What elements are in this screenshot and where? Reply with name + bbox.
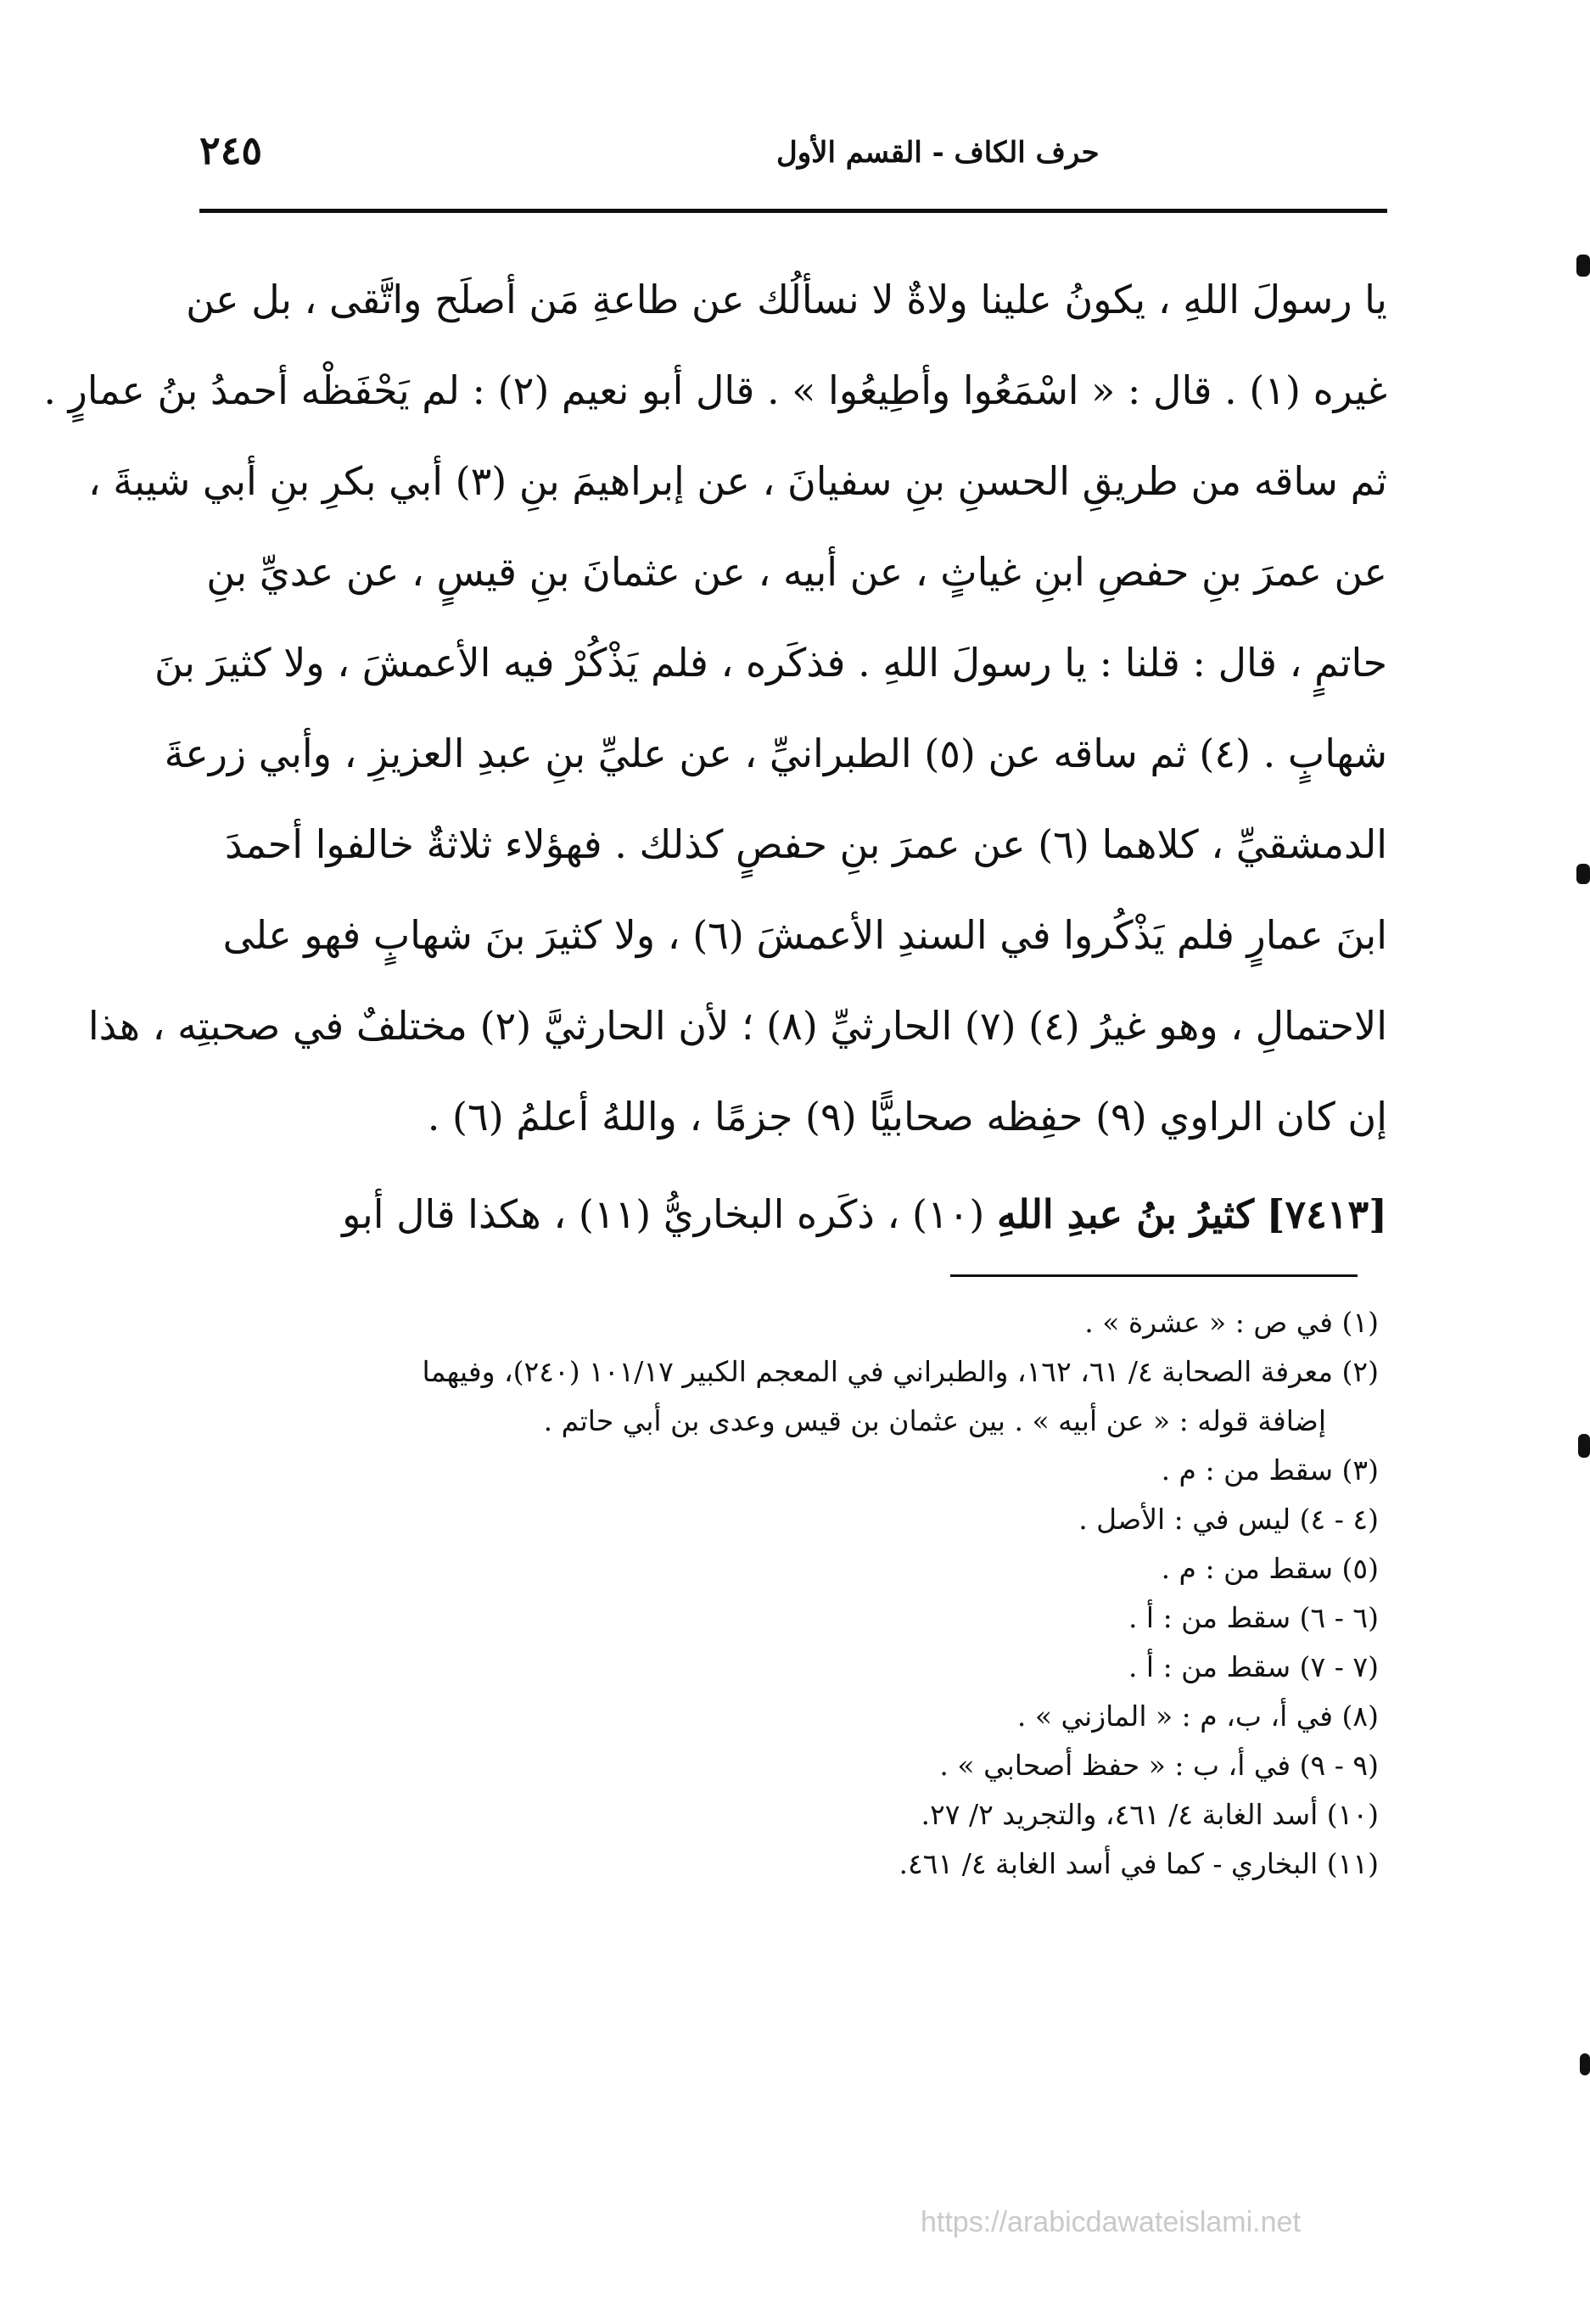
entry-number: [٧٤١٣] — [1266, 1191, 1387, 1237]
footnote: (٨) في أ، ب، م : « المازني » . — [1016, 1700, 1379, 1733]
footnotes — [199, 1298, 1379, 1889]
entry-heading — [199, 1169, 1387, 1260]
text-line: ثم ساقه من طريقِ الحسنِ بنِ سفيانَ ، عن إبراهيمَ بنِ (٣) أبي بكرِ بنِ أبي شيبةَ ، — [87, 458, 1387, 504]
footnote: (٤ - ٤) ليس في : الأصل . — [1078, 1503, 1379, 1536]
running-header — [199, 127, 1387, 195]
scan-edge-mark — [1576, 864, 1590, 884]
scan-edge-mark — [1576, 255, 1590, 277]
footnote: (١٠) أسد الغابة ٤/ ٤٦١، والتجريد ٢/ ٢٧. — [921, 1798, 1379, 1831]
main-text — [43, 255, 1387, 1260]
footnote: (١١) البخاري - كما في أسد الغابة ٤/ ٤٦١. — [899, 1847, 1379, 1880]
text-line: الدمشقيِّ ، كلاهما (٦) عن عمرَ بنِ حفصٍ كذلك . فهؤلاء ثلاثةٌ خالفوا أحمدَ — [225, 821, 1387, 867]
entry-text: (١٠) ، ذكَره البخاريُّ (١١) ، هكذا قال أبو — [342, 1191, 985, 1237]
footnote: (٢) معرفة الصحابة ٤/ ٦١، ١٦٢، والطبراني في المعجم الكبير ١٠١/١٧ (٢٤٠)، وفيهما — [422, 1355, 1379, 1388]
text-line: عن عمرَ بنِ حفصِ ابنِ غياثٍ ، عن أبيه ، عن عثمانَ بنِ قيسٍ ، عن عديِّ بنِ — [206, 549, 1387, 595]
text-line: إن كان الراوي (٩) حفِظه صحابيًّا (٩) جزمًا ، واللهُ أعلمُ (٦) . — [427, 1094, 1387, 1140]
footnote-continuation: إضافة قوله : « عن أبيه » . بين عثمان بن قيس وعدى بن أبي حاتم . — [543, 1404, 1326, 1437]
footnote: (٩ - ٩) في أ، ب : « حفظ أصحابي » . — [939, 1749, 1379, 1782]
footnote: (٦ - ٦) سقط من : أ . — [1128, 1601, 1379, 1634]
footnote: (٥) سقط من : م . — [1161, 1552, 1379, 1585]
footnote: (١) في ص : « عشرة » . — [1084, 1306, 1379, 1339]
text-line: شهابٍ . (٤) ثم ساقه عن (٥) الطبرانيِّ ، عن عليِّ بنِ عبدِ العزيزِ ، وأبي زرعةَ — [164, 731, 1387, 776]
footnote: (٧ - ٧) سقط من : أ . — [1128, 1650, 1379, 1683]
running-header-title: حرف الكاف - القسم الأول — [776, 136, 1100, 170]
text-line: يا رسولَ اللهِ ، يكونُ علينا ولاةٌ لا نسألُك عن طاعةِ مَن أصلَح واتَّقى ، بل عن — [186, 277, 1387, 322]
header-divider — [199, 209, 1387, 213]
footnote: (٣) سقط من : م . — [1161, 1453, 1379, 1487]
footnote-divider — [950, 1274, 1358, 1277]
entry-name: كثيرُ بنُ عبدِ اللهِ — [996, 1191, 1255, 1237]
text-line: حاتمٍ ، قال : قلنا : يا رسولَ اللهِ . فذكَره ، فلم يَذْكُرْ فيه الأعمشَ ، ولا كثيرَ بنَ — [154, 640, 1387, 686]
text-line: غيره (١) . قال : « اسْمَعُوا وأطِيعُوا » . قال أبو نعيم (٢) : لم يَحْفَظْه أحمدُ بنُ عمارٍ . — [43, 367, 1387, 413]
page-number: ٢٤٥ — [199, 127, 263, 173]
scan-edge-mark — [1578, 1434, 1590, 1458]
watermark-url: https://arabicdawateislami.net — [921, 2206, 1301, 2238]
scan-edge-mark — [1580, 2053, 1590, 2075]
text-line: الاحتمالِ ، وهو غيرُ (٤) (٧) الحارثيِّ (٨) ؛ لأن الحارثيَّ (٢) مختلفٌ في صحبتِه ، هذا — [87, 1003, 1387, 1049]
text-line: ابنَ عمارٍ فلم يَذْكُروا في السندِ الأعمشَ (٦) ، ولا كثيرَ بنَ شهابٍ فهو على — [222, 912, 1387, 958]
